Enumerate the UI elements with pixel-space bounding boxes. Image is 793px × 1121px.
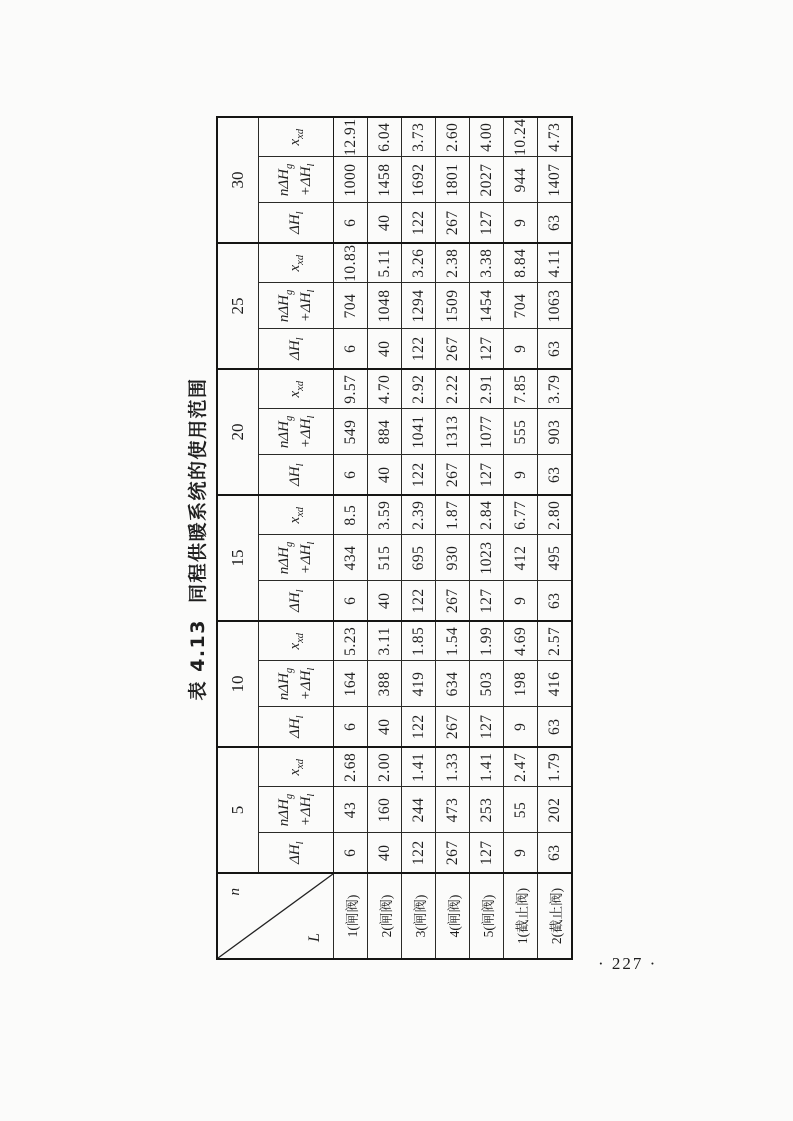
table-cell: 495 [538,535,573,581]
table-cell: 160 [368,787,402,833]
table-cell: 8.84 [504,243,538,283]
table-cell: 549 [334,409,368,455]
table-cell: 555 [504,409,538,455]
table-cell: 9.57 [334,369,368,409]
table-cell: 3.59 [368,495,402,535]
table-header [217,117,334,959]
table-cell: 4.73 [538,117,573,157]
table-cell: 704 [504,283,538,329]
table-cell: 412 [504,535,538,581]
table-cell: 388 [368,661,402,707]
table-cell: 198 [504,661,538,707]
table-cell: 884 [368,409,402,455]
table-cell: 40 [368,833,402,873]
n-header: 30 [217,117,259,243]
table-cell: 930 [436,535,470,581]
sub-header: nΔH$_g$ $+\Delta H_l$ [259,283,334,329]
table-cell: 8.5 [334,495,368,535]
table-cell: 3.79 [538,369,573,409]
table-cell: 122 [402,455,436,495]
table-cell: 1.87 [436,495,470,535]
table-cell: 127 [470,455,504,495]
table-row [402,117,436,959]
table-cell: 40 [368,203,402,243]
table-cell: 2.80 [538,495,573,535]
header-row-n [217,117,259,959]
sub-header: nΔH$_g$ $+\Delta H_l$ [259,661,334,707]
table-cell: 40 [368,707,402,747]
table-cell: 2.92 [402,369,436,409]
table-cell: 63 [538,455,573,495]
table-cell: 127 [470,707,504,747]
table-cell: 1.79 [538,747,573,787]
table-cell: 253 [470,787,504,833]
table-cell: 695 [402,535,436,581]
n-header: 10 [217,621,259,747]
table-cell: 122 [402,203,436,243]
table-cell: 127 [470,203,504,243]
table-cell: 6 [334,833,368,873]
table-cell: 3.26 [402,243,436,283]
header-row-sub [259,117,334,959]
table-cell: 9 [504,833,538,873]
table-cell: 9 [504,329,538,369]
table-cell: 55 [504,787,538,833]
table-cell: 1063 [538,283,573,329]
sub-header: $x_{xd}$ [259,621,334,661]
table-cell: 634 [436,661,470,707]
table-row [334,117,368,959]
table-cell: 267 [436,707,470,747]
table-number: 表 4.13 [187,619,209,701]
table-cell: 1407 [538,157,573,203]
page-number: · 227 · [598,954,658,973]
table-cell: 40 [368,455,402,495]
sub-header: $\Delta H_l$ [259,833,334,873]
table-cell: 944 [504,157,538,203]
sub-header: $\Delta H_l$ [259,581,334,621]
sub-header: nΔH$_g$ $+\Delta H_l$ [259,409,334,455]
sub-header: nΔH$_g$ $+\Delta H_l$ [259,535,334,581]
table-cell: 503 [470,661,504,707]
rotated-table-block [183,118,573,960]
table-cell: 1509 [436,283,470,329]
table-cell: 1023 [470,535,504,581]
table-cell: 2.84 [470,495,504,535]
table-row [436,117,470,959]
sub-header: $\Delta H_l$ [259,707,334,747]
table-cell: 704 [334,283,368,329]
sub-header: $x_{xd}$ [259,369,334,409]
table-cell: 2.57 [538,621,573,661]
table-cell: 2.38 [436,243,470,283]
table-cell: 1000 [334,157,368,203]
table-body [334,117,573,959]
table-cell: 416 [538,661,573,707]
table-cell: 3.11 [368,621,402,661]
table-cell: 2.91 [470,369,504,409]
row-label: 4(闸阀) [436,873,470,959]
table-title [183,118,210,960]
table-cell: 1041 [402,409,436,455]
row-label: 1(闸阀) [334,873,368,959]
table-cell: 4.69 [504,621,538,661]
table-cell: 7.85 [504,369,538,409]
table-cell: 1.54 [436,621,470,661]
table-cell: 1458 [368,157,402,203]
table-row [538,117,573,959]
sub-header: nΔH$_g$ $+\Delta H_l$ [259,157,334,203]
table-cell: 63 [538,203,573,243]
sub-header: $x_{xd}$ [259,243,334,283]
row-label: 5(闸阀) [470,873,504,959]
table-cell: 9 [504,203,538,243]
table-cell: 1.41 [402,747,436,787]
table-cell: 9 [504,455,538,495]
table-cell: 903 [538,409,573,455]
table-cell: 202 [538,787,573,833]
table-cell: 9 [504,581,538,621]
corner-n-label: n [227,888,243,896]
table-cell: 267 [436,455,470,495]
n-header: 15 [217,495,259,621]
table-cell: 1454 [470,283,504,329]
table-cell: 2.39 [402,495,436,535]
table-cell: 267 [436,581,470,621]
table-cell: 244 [402,787,436,833]
table-cell: 127 [470,581,504,621]
table-cell: 122 [402,833,436,873]
n-header: 5 [217,747,259,873]
row-label: 2(闸阀) [368,873,402,959]
table-cell: 122 [402,329,436,369]
table-cell: 267 [436,203,470,243]
row-label: 3(闸阀) [402,873,436,959]
table-cell: 1077 [470,409,504,455]
table-cell: 9 [504,707,538,747]
sub-header: $\Delta H_l$ [259,455,334,495]
table-cell: 434 [334,535,368,581]
table-row [368,117,402,959]
n-header: 20 [217,369,259,495]
table-cell: 1.33 [436,747,470,787]
table-cell: 473 [436,787,470,833]
table-cell: 43 [334,787,368,833]
table-cell: 10.83 [334,243,368,283]
table-cell: 127 [470,833,504,873]
diagonal-line [218,874,333,958]
sub-header: $x_{xd}$ [259,117,334,157]
corner-cell [217,873,334,959]
table-cell: 63 [538,329,573,369]
table-cell: 2.00 [368,747,402,787]
table-cell: 1692 [402,157,436,203]
table-cell: 63 [538,581,573,621]
table-cell: 3.73 [402,117,436,157]
table-cell: 1801 [436,157,470,203]
table-cell: 2.47 [504,747,538,787]
sub-header: $x_{xd}$ [259,495,334,535]
table-cell: 4.70 [368,369,402,409]
table-cell: 4.11 [538,243,573,283]
table-cell: 2.60 [436,117,470,157]
table-cell: 6 [334,455,368,495]
table-cell: 1313 [436,409,470,455]
table-cell: 6.77 [504,495,538,535]
table-cell: 6 [334,581,368,621]
corner-l-label: L [306,933,323,942]
table-cell: 1.99 [470,621,504,661]
table-cell: 40 [368,581,402,621]
table-cell: 1048 [368,283,402,329]
sub-header: $x_{xd}$ [259,747,334,787]
table-cell: 2.68 [334,747,368,787]
table-cell: 2.22 [436,369,470,409]
table-cell: 10.24 [504,117,538,157]
table-cell: 164 [334,661,368,707]
table-cell: 2027 [470,157,504,203]
table-cell: 1.41 [470,747,504,787]
table-cell: 6.04 [368,117,402,157]
table-cell: 3.38 [470,243,504,283]
table-row [470,117,504,959]
sub-header: $\Delta H_l$ [259,329,334,369]
table-cell: 122 [402,707,436,747]
table-row [504,117,538,959]
table-cell: 6 [334,707,368,747]
row-label: 1(截止阀) [504,873,538,959]
data-table [216,116,573,960]
table-cell: 63 [538,707,573,747]
table-cell: 419 [402,661,436,707]
table-cell: 40 [368,329,402,369]
table-title-text: 同程供暖系统的使用范围 [187,377,209,604]
table-cell: 12.91 [334,117,368,157]
table-cell: 63 [538,833,573,873]
table-cell: 127 [470,329,504,369]
table-cell: 1.85 [402,621,436,661]
sub-header: $\Delta H_l$ [259,203,334,243]
table-cell: 1294 [402,283,436,329]
table-cell: 5.23 [334,621,368,661]
table-cell: 5.11 [368,243,402,283]
table-cell: 267 [436,329,470,369]
table-cell: 267 [436,833,470,873]
table-cell: 515 [368,535,402,581]
row-label: 2(截止阀) [538,873,573,959]
table-cell: 6 [334,329,368,369]
table-cell: 122 [402,581,436,621]
table-cell: 4.00 [470,117,504,157]
table-cell: 6 [334,203,368,243]
sub-header: nΔH$_g$ $+\Delta H_l$ [259,787,334,833]
n-header: 25 [217,243,259,369]
